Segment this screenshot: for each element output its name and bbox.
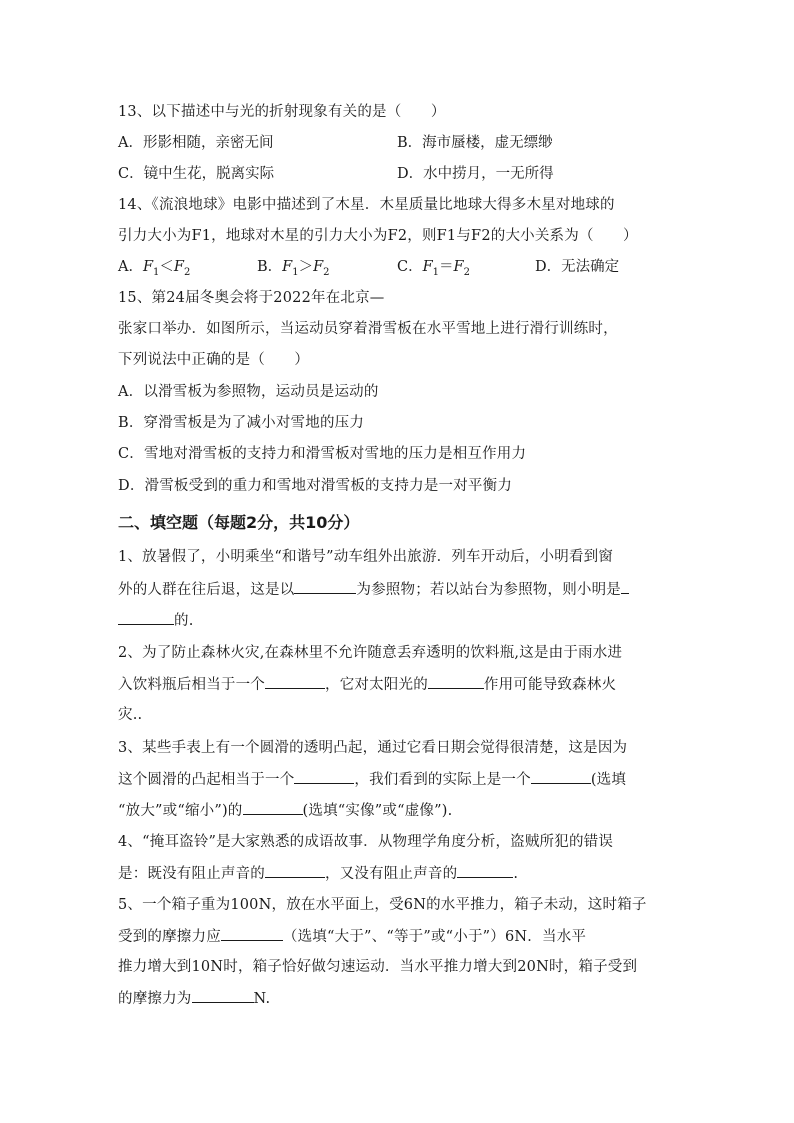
fill-3-line-1: 3、某些手表上有一个圆滑的透明凸起，通过它看日期会觉得很清楚，这是因为: [118, 740, 628, 756]
q15-option-b: B．穿滑雪板是为了减小对雪地的压力: [118, 415, 365, 431]
fill-4-text-c: .: [513, 866, 519, 882]
q14-option-b-label: B．: [257, 259, 283, 275]
q13-option-d: D．水中捞月，一无所得: [397, 166, 554, 182]
q14-relation: ＞: [298, 259, 314, 275]
fill-3-text-b: ，我们看到的实际上是一个: [354, 772, 531, 788]
fill-1-line-2: [118, 579, 629, 600]
q14-sub-1: 1: [153, 266, 160, 278]
answer-blank[interactable]: [457, 863, 513, 878]
q14-sub-1: 1: [292, 266, 299, 278]
answer-blank[interactable]: [221, 926, 283, 941]
fill-2-line-3: 灾..: [118, 707, 143, 723]
q13-option-b: B．海市蜃楼，虚无缥缈: [397, 135, 553, 151]
q15-option-a: A．以滑雪板为参照物，运动员是运动的: [118, 384, 379, 400]
answer-blank[interactable]: [294, 769, 354, 784]
fill-5-text-a: 受到的摩擦力应: [118, 929, 221, 945]
fill-2-line-2: [118, 674, 616, 695]
fill-5-line-2: [118, 926, 586, 947]
q14-sub-2: 2: [183, 266, 191, 278]
q14-f-symbol: F: [453, 259, 464, 275]
fill-5-line-1: 5、一个箱子重为100N，放在水平面上，受6N的水平推力，箱子未动，这时箱子: [118, 897, 647, 913]
q14-option-d: D．无法确定: [535, 259, 620, 275]
fill-2-text-b: ，它对太阳光的: [325, 677, 428, 693]
q14-option-a: [118, 257, 190, 283]
answer-blank[interactable]: [243, 800, 303, 815]
q15-line-2: 张家口举办．如图所示，当运动员穿着滑雪板在水平雪地上进行滑行训练时，: [118, 321, 618, 337]
q13-option-a: A．形影相随，亲密无间: [118, 135, 274, 151]
q14-f-symbol: F: [282, 259, 293, 275]
fill-1-text-a: 外的人群在往后退，这是以: [118, 582, 295, 598]
q14-sub-2: 2: [323, 266, 330, 278]
q14-sub-1: 1: [432, 266, 440, 278]
answer-blank[interactable]: [428, 674, 484, 689]
q15-option-d: D．滑雪板受到的重力和雪地对滑雪板的支持力是一对平衡力: [118, 478, 513, 494]
fill-4-text-a: 是：既没有阻止声音的: [118, 866, 265, 882]
fill-2-text-c: 作用可能导致森林火: [483, 677, 617, 693]
q14-relation: ＝: [439, 259, 454, 275]
fill-1-text-c: 的.: [174, 613, 194, 629]
fill-5-text-c: 的摩擦力为: [118, 991, 192, 1007]
fill-5-line-3: 推力增大到10N时，箱子恰好做匀速运动．当水平推力增大到20N时，箱子受到: [118, 959, 638, 975]
q14-f-symbol: F: [142, 259, 154, 275]
fill-2-text-a: 入饮料瓶后相当于一个: [118, 677, 265, 693]
answer-blank[interactable]: [265, 674, 325, 689]
q14-line-1: 14、《流浪地球》电影中描述到了木星．木星质量比地球大得多木星对地球的: [118, 197, 615, 213]
q14-f-symbol: F: [313, 259, 324, 275]
fill-3-text-d: “放大”或“缩小”)的: [118, 803, 243, 819]
answer-blank[interactable]: [265, 863, 325, 878]
q13-option-c: C．镜中生花，脱离实际: [118, 166, 275, 182]
answer-blank[interactable]: [118, 610, 174, 625]
fill-3-text-a: 这个圆滑的凸起相当于一个: [118, 772, 295, 788]
fill-1-line-1: 1、放暑假了，小明乘坐“和谐号”动车组外出旅游．列车开动后，小明看到窗: [118, 549, 614, 565]
fill-3-line-3: [118, 800, 452, 821]
fill-5-text-d: N.: [253, 991, 271, 1007]
q14-option-a-label: A．: [118, 259, 143, 275]
fill-5-text-b: （选填“大于”、“等于”或“小于”）6N．当水平: [282, 929, 587, 945]
fill-3-text-e: (选填“实像”或“虚像”).: [302, 803, 453, 819]
fill-5-line-4: [118, 988, 270, 1009]
fill-4-line-1: 4、“掩耳盗铃”是大家熟悉的成语故事．从物理学角度分析，盗贼所犯的错误: [118, 834, 614, 850]
answer-blank[interactable]: [621, 579, 629, 594]
q15-line-3: 下列说法中正确的是（ ）: [118, 352, 310, 368]
fill-4-text-b: ，又没有阻止声音的: [325, 866, 458, 882]
answer-blank[interactable]: [192, 988, 254, 1003]
fill-3-text-c: (选填: [590, 772, 627, 788]
section-heading: 二、填空题（每题2分，共10分）: [118, 513, 360, 532]
q14-line-2: 引力大小为F1，地球对木星的引力大小为F2，则F1与F2的大小关系为（ ）: [118, 228, 638, 244]
answer-blank[interactable]: [294, 579, 356, 594]
q14-f-symbol: F: [173, 259, 184, 275]
q13-stem: 13、以下描述中与光的折射现象有关的是（ ）: [118, 104, 446, 120]
fill-3-line-2: [118, 769, 626, 790]
fill-1-text-b: 为参照物；若以站台为参照物，则小明是: [356, 582, 622, 598]
fill-4-line-2: [118, 863, 518, 884]
q14-option-c: [397, 257, 470, 283]
q14-sub-2: 2: [463, 266, 470, 278]
fill-2-line-1: 2、为了防止森林火灾,在森林里不允许随意丢弃透明的饮料瓶,这是由于雨水进: [118, 645, 623, 661]
q14-option-b: [257, 257, 330, 283]
answer-blank[interactable]: [531, 769, 591, 784]
q15-option-c: C．雪地对滑雪板的支持力和滑雪板对雪地的压力是相互作用力: [118, 446, 527, 462]
fill-1-line-3: [118, 610, 194, 631]
q15-line-1: 15、第24届冬奥会将于2022年在北京—: [118, 290, 385, 306]
q14-relation: ＜: [159, 259, 174, 275]
q14-option-c-label: C．: [397, 259, 423, 275]
q14-f-symbol: F: [422, 259, 433, 275]
